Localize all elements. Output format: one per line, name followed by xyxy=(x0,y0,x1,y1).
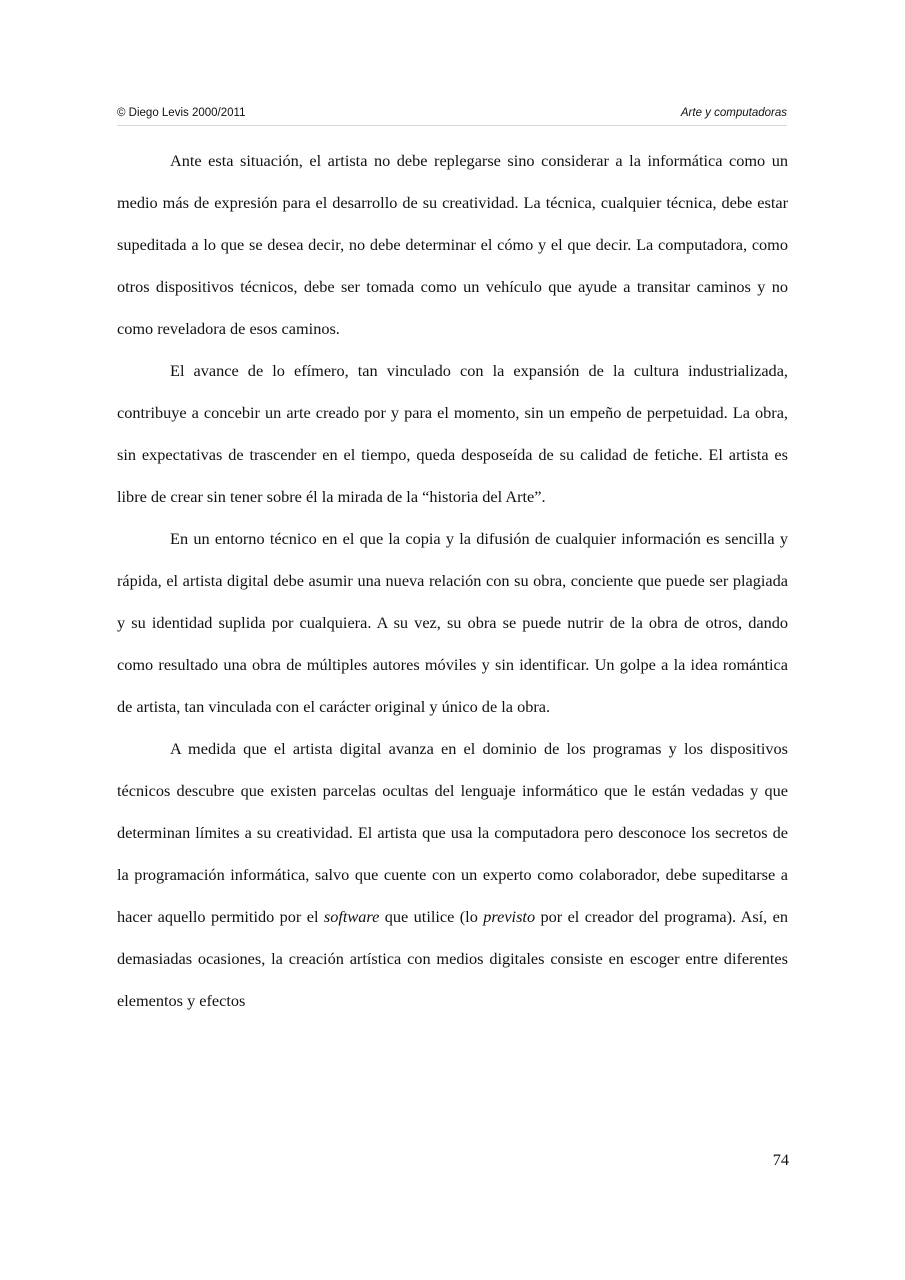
paragraph-4-part-1: A medida que el artista digital avanza en el dominio de los programas y los dispositivos técnicos descubre que existen parcelas ocultas del lenguaje informático que le están vedadas y que determinan límites a su creatividad. El artista que usa la computadora pero desconoce los secretos de la programación informática, salvo que cuente con un experto como colaborador, debe supeditarse a hacer aquello permitido por el xyxy=(117,739,788,926)
paragraph-4-part-2: que utilice (lo xyxy=(379,907,484,926)
paragraph-1: Ante esta situación, el artista no debe replegarse sino considerar a la informática como un medio más de expresión para el desarrollo de su creatividad. La técnica, cualquier técnica, debe estar supeditada a lo que se desea decir, no debe determinar el cómo y el que decir. La computadora, como otros dispositivos técnicos, debe ser tomada como un vehículo que ayude a transitar caminos y no como reveladora de esos caminos. xyxy=(117,151,788,338)
paragraph-3: En un entorno técnico en el que la copia y la difusión de cualquier información es sencilla y rápida, el artista digital debe asumir una nueva relación con su obra, conciente que puede ser plagiada y su identidad suplida por cualquiera. A su vez, su obra se puede nutrir de la obra de otros, dando como resultado una obra de múltiples autores móviles y sin identificar. Un golpe a la idea romántica de artista, tan vinculada con el carácter original y único de la obra. xyxy=(117,529,788,716)
emphasis-software: software xyxy=(323,907,380,926)
header-author-copyright: © Diego Levis 2000/2011 xyxy=(117,107,246,119)
page-number: 74 xyxy=(772,1150,789,1169)
paragraph-2: El avance de lo efímero, tan vinculado con la expansión de la cultura industrializada, contribuye a concebir un arte creado por y para el momento, sin un empeño de perpetuidad. La obra, sin expectativas de trascender en el tiempo, queda desposeída de su calidad de fetiche. El artista es libre de crear sin tener sobre él la mirada de la “historia del Arte”. xyxy=(117,361,788,506)
body-text xyxy=(117,140,788,1022)
paragraph-4-part-3: por el creador del programa). Así, en demasiadas ocasiones, la creación artística con medios digitales consiste en escoger entre diferentes elementos y efectos xyxy=(117,907,789,1010)
emphasis-previsto: previsto xyxy=(483,907,536,926)
header-book-title: Arte y computadoras xyxy=(680,107,787,119)
paragraph-4 xyxy=(117,728,788,1022)
running-header xyxy=(117,107,787,126)
